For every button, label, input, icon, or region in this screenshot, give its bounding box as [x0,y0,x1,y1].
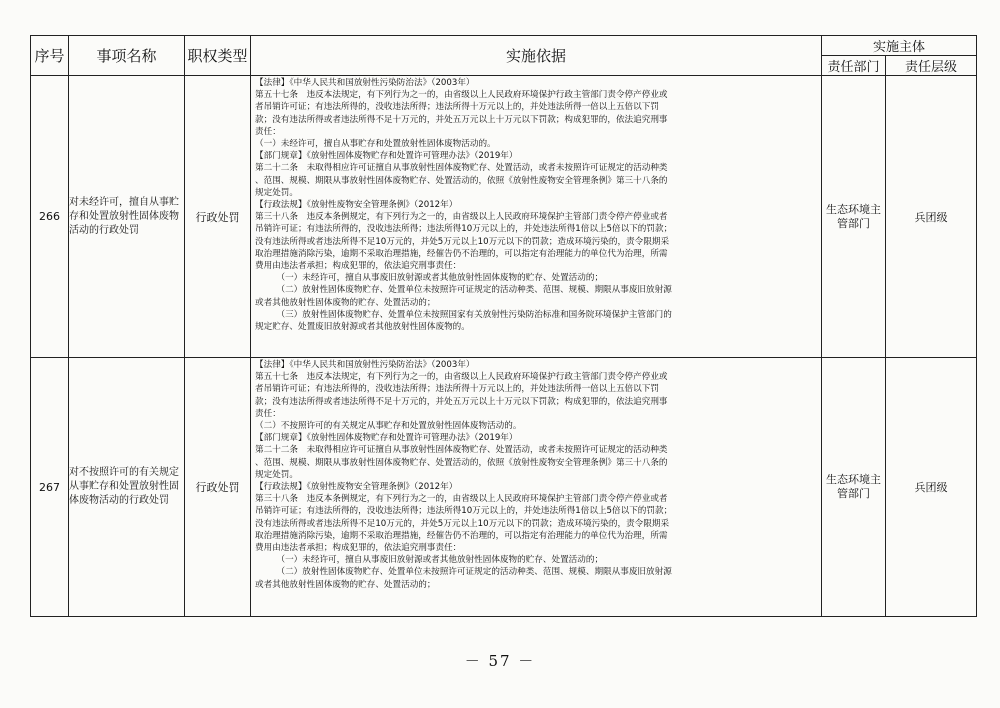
basis-line: 【行政法规】《放射性废物安全管理条例》（2012年） [255,482,458,493]
basis-line: 者吊销许可证；有违法所得的，没收违法所得；违法所得十万元以上的，并处违法所得一倍以上五倍以下罚 [255,102,659,113]
basis-line: 规定处罚。 [255,187,298,198]
basis-line: 责任： [255,408,281,419]
header-seq: 序号 [31,36,69,76]
basis-line: 费用由违法者承担；构成犯罪的，依法追究刑事责任： [255,261,462,272]
basis-line: 责任： [255,126,281,137]
basis-line: 第五十七条 违反本法规定，有下列行为之一的，由省级以上人民政府环境保护行政主管部门责令停产停业或 [255,90,668,101]
basis-line: （二）放射性固体废物贮存、处置单位未按照许可证规定的活动种类、范围、规模、期限从事废旧放射源 [255,567,672,578]
basis-line: （一）未经许可，擅自从事废旧放射源或者其他放射性固体废物的贮存、处置活动的； [255,273,604,284]
basis-text [251,76,821,357]
basis-line: 【部门规章】《放射性固体废物贮存和处置许可管理办法》（2019年） [255,433,518,444]
row-basis [251,76,822,358]
table-row [31,76,977,358]
row-power-type: 行政处罚 [185,76,251,358]
basis-line: 费用由违法者承担；构成犯罪的，依法追究刑事责任： [255,543,462,554]
basis-line: 规定处罚。 [255,469,298,480]
header-item-name: 事项名称 [69,36,185,76]
row-dept: 生态环境主管部门 [822,358,886,617]
basis-text [251,358,821,616]
basis-line: 取治理措施消除污染，逾期不采取治理措施，经催告仍不治理的，可以指定有治理能力的单位代为治理，所需 [255,530,668,541]
header-dept: 责任部门 [822,56,886,76]
basis-line: （一）未经许可，擅自从事贮存和处置放射性固体废物活动的。 [255,139,496,150]
basis-line: 款；没有违法所得或者违法所得不足十万元的，并处五万元以上十万元以下罚款；构成犯罪的，依法追究刑事 [255,114,668,125]
row-seq: 267 [31,358,69,617]
basis-line: 规定贮存、处置废旧放射源或者其他放射性固体废物的。 [255,322,470,333]
basis-line: 第三十八条 违反本条例规定，有下列行为之一的，由省级以上人民政府环境保护主管部门责令停产停业或者 [255,212,668,223]
basis-line: 【法律】《中华人民共和国放射性污染防治法》（2003年） [255,360,475,370]
page-number: － 57 － [464,652,536,670]
basis-line: （三）放射性固体废物贮存、处置单位未按照国家有关放射性污染防治标准和国务院环境保护主管部门的 [255,309,672,320]
header-subject: 实施主体 [822,36,977,56]
basis-line: 没有违法所得或者违法所得不足10万元的，并处5万元以上10万元以下的罚款；造成环境污染的，责令限期采 [255,236,670,247]
row-level: 兵团级 [886,358,977,617]
enforcement-table [30,35,977,617]
row-power-type: 行政处罚 [185,358,251,617]
basis-line: 款；没有违法所得或者违法所得不足十万元的，并处五万元以上十万元以下罚款；构成犯罪的，依法追究刑事 [255,396,668,407]
basis-line: 或者其他放射性固体废物的贮存、处置活动的； [255,297,436,308]
basis-line: 者吊销许可证；有违法所得的，没收违法所得；违法所得十万元以上的，并处违法所得一倍以上五倍以下罚 [255,384,659,395]
basis-line: （一）未经许可，擅自从事废旧放射源或者其他放射性固体废物的贮存、处置活动的； [255,555,604,566]
basis-line: 【行政法规】《放射性废物安全管理条例》（2012年） [255,200,458,211]
row-level: 兵团级 [886,76,977,358]
basis-line: 第三十八条 违反本条例规定，有下列行为之一的，由省级以上人民政府环境保护主管部门责令停产停业或者 [255,494,668,505]
basis-line: 吊销许可证；有违法所得的，没收违法所得；违法所得10万元以上的，并处违法所得1倍以上5倍以下的罚款； [255,506,673,517]
basis-line: 第二十二条 未取得相应许可证擅自从事放射性固体废物贮存、处置活动，或者未按照许可证规定的活动种类 [255,163,668,174]
row-item-name: 对未经许可，擅自从事贮存和处置放射性固体废物活动的行政处罚 [69,76,185,358]
table-row [31,358,977,617]
header-power-type: 职权类型 [185,36,251,76]
row-seq: 266 [31,76,69,358]
row-basis [251,358,822,617]
basis-line: 、范围、规模、期限从事放射性固体废物贮存、处置活动的，依照《放射性废物安全管理条例》第三十八条的 [255,175,668,186]
basis-line: 第五十七条 违反本法规定，有下列行为之一的，由省级以上人民政府环境保护行政主管部门责令停产停业或 [255,372,668,383]
basis-line: 第二十二条 未取得相应许可证擅自从事放射性固体废物贮存、处置活动，或者未按照许可证规定的活动种类 [255,445,668,456]
basis-line: 取治理措施消除污染，逾期不采取治理措施，经催告仍不治理的，可以指定有治理能力的单位代为治理，所需 [255,248,668,259]
basis-line: （二）不按照许可的有关规定从事贮存和处置放射性固体废物活动的。 [255,421,522,432]
row-dept: 生态环境主管部门 [822,76,886,358]
basis-line: 吊销许可证；有违法所得的，没收违法所得；违法所得10万元以上的，并处违法所得1倍以上5倍以下的罚款； [255,224,673,235]
header-basis: 实施依据 [251,36,822,76]
basis-line: 、范围、规模、期限从事放射性固体废物贮存、处置活动的，依照《放射性废物安全管理条例》第三十八条的 [255,457,668,468]
header-row [31,36,977,56]
basis-line: 【法律】《中华人民共和国放射性污染防治法》（2003年） [255,78,475,88]
header-level: 责任层级 [886,56,977,76]
basis-line: 或者其他放射性固体废物的贮存、处置活动的； [255,579,436,590]
basis-line: 【部门规章】《放射性固体废物贮存和处置许可管理办法》（2019年） [255,151,518,162]
basis-line: （二）放射性固体废物贮存、处置单位未按照许可证规定的活动种类、范围、规模、期限从事废旧放射源 [255,285,672,296]
basis-line: 没有违法所得或者违法所得不足10万元的，并处5万元以上10万元以下的罚款；造成环境污染的，责令限期采 [255,518,670,529]
row-item-name: 对不按照许可的有关规定从事贮存和处置放射性固体废物活动的行政处罚 [69,358,185,617]
